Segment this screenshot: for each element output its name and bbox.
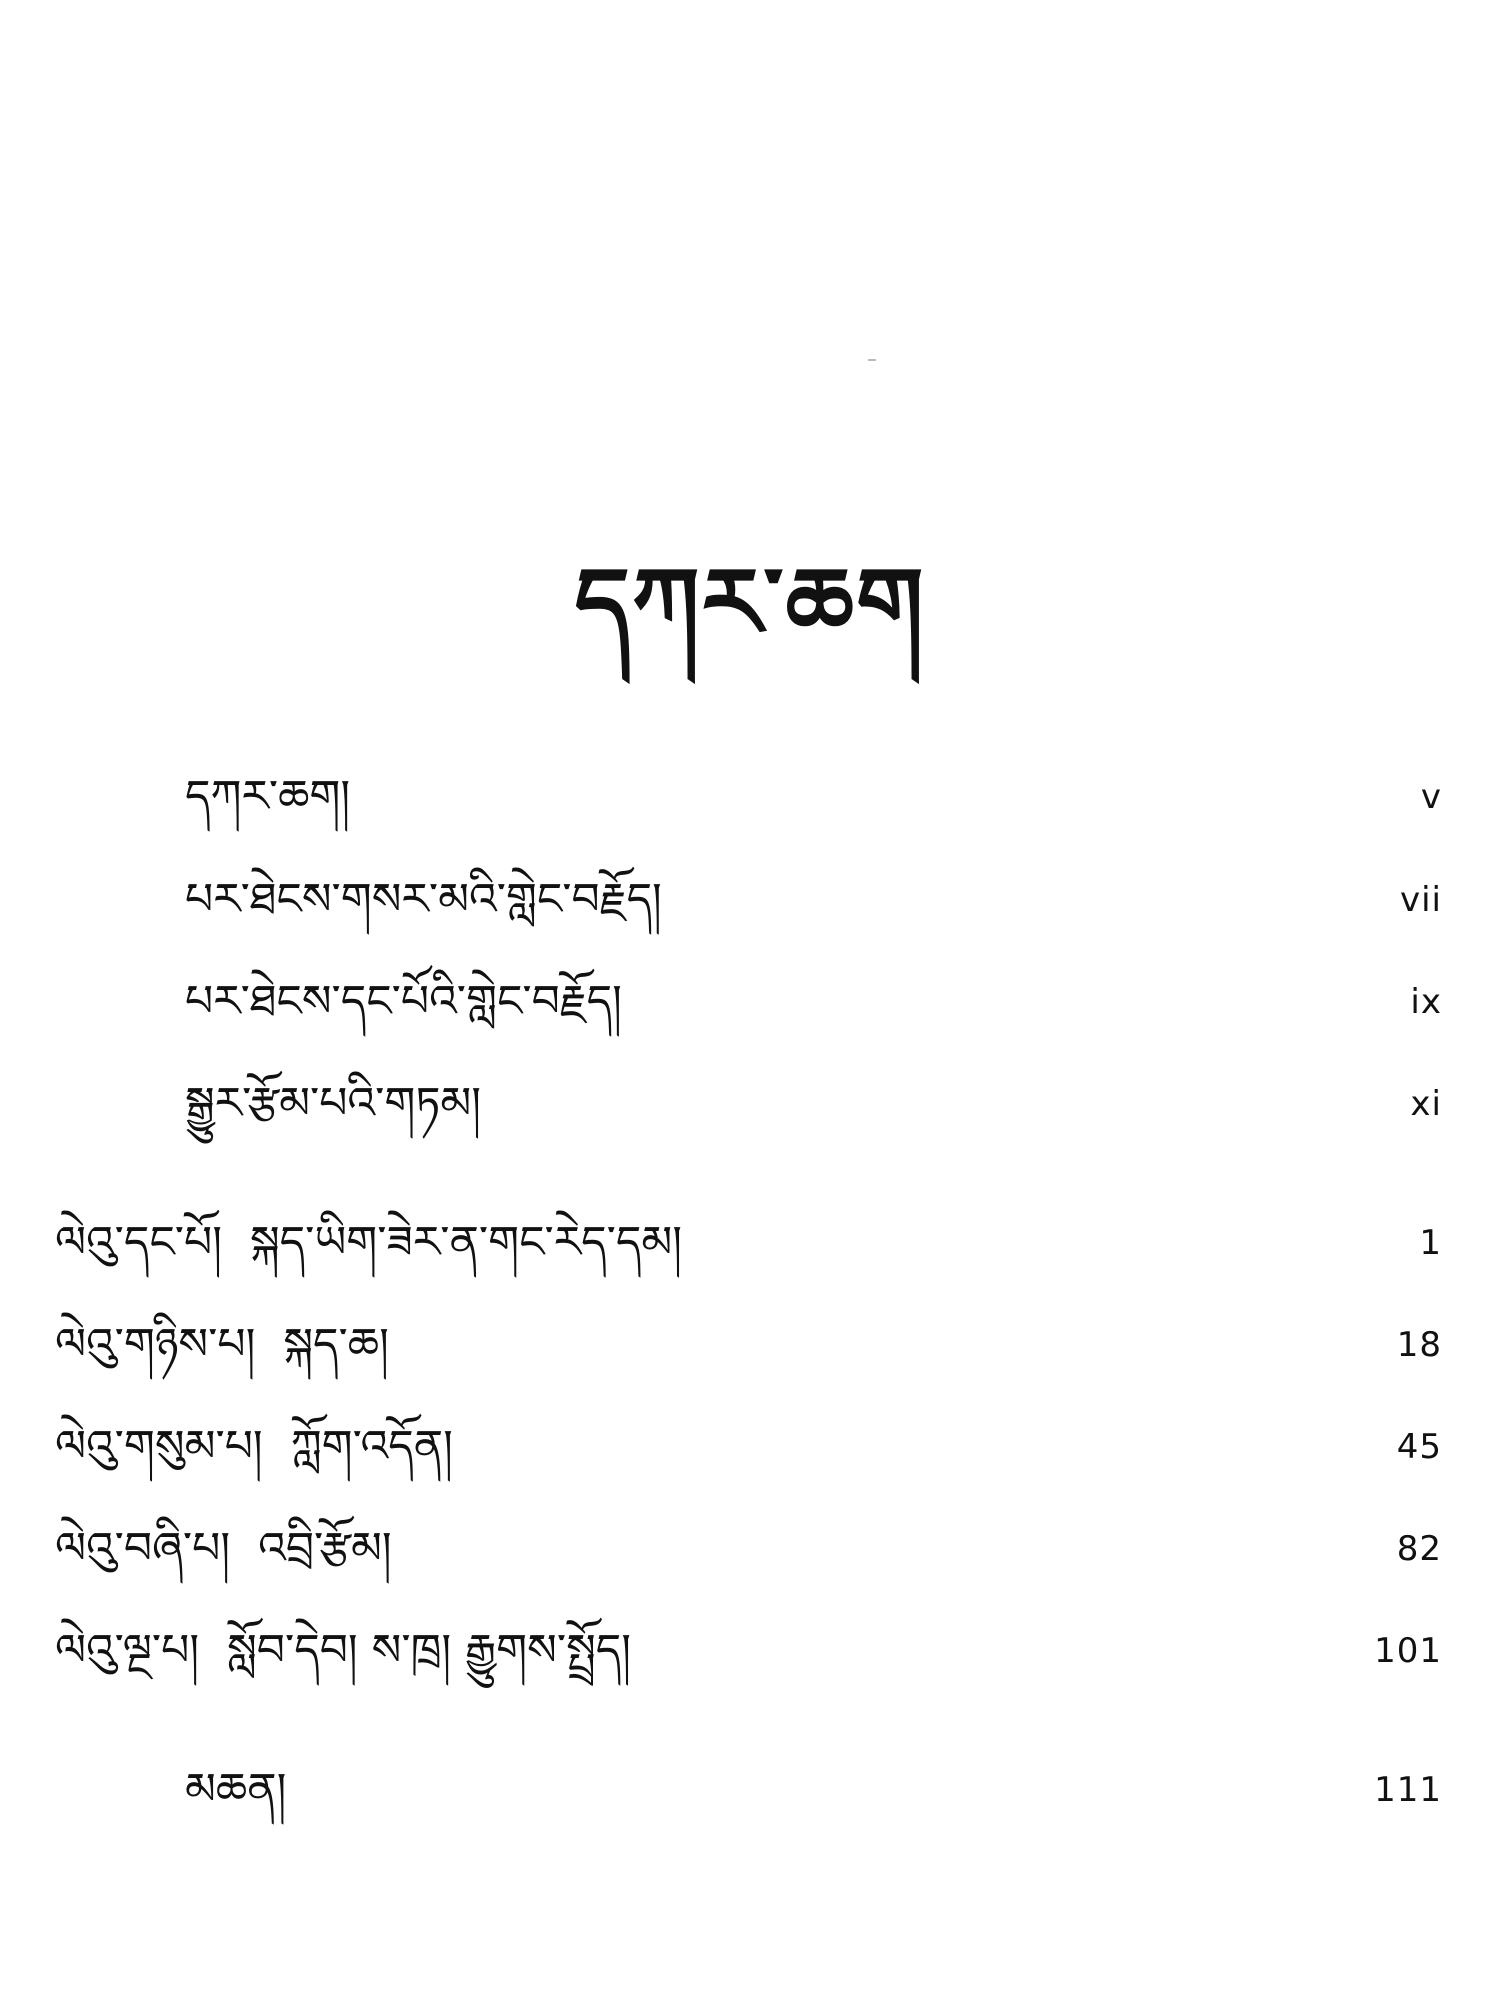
chapter-number: ལེའུ་བཞི་པ། xyxy=(55,1523,231,1574)
toc-entry-page: ix xyxy=(1410,982,1442,1022)
chapter-title: སློབ་དེབ། ས་ཁྲ། རྒྱུགས་སྤྲོད། xyxy=(227,1625,632,1676)
toc-entry-first-edition-preface xyxy=(0,962,1500,1042)
toc-entry-page: 101 xyxy=(1374,1631,1442,1671)
chapter-title: འབྲི་རྩོམ། xyxy=(258,1523,392,1574)
chapter-number: ལེའུ་གསུམ་པ། xyxy=(55,1421,263,1472)
toc-entry-label: སྒྱུར་རྩོམ་པའི་གཏམ། xyxy=(185,1078,481,1129)
toc-entry-new-edition-preface xyxy=(0,860,1500,940)
chapter-number: ལེའུ་ལྔ་པ། xyxy=(55,1625,200,1676)
toc-entry-page: xi xyxy=(1410,1084,1442,1124)
toc-entry-page: 1 xyxy=(1419,1223,1442,1263)
toc-entry-page: vii xyxy=(1399,880,1442,920)
toc-entry-chapter-5 xyxy=(0,1611,1500,1691)
toc-entry-label: དཀར་ཆག། xyxy=(185,771,351,822)
print-speck xyxy=(868,359,876,361)
toc-entry-label: པར་ཐེངས་གསར་མའི་གླེང་བརྗོད། xyxy=(185,874,662,925)
toc-entry-chapter-3 xyxy=(0,1407,1500,1487)
toc-entry-page: 111 xyxy=(1374,1770,1442,1810)
toc-entry-label: མཆན། xyxy=(185,1764,287,1815)
toc-entry-page: 18 xyxy=(1396,1325,1442,1365)
toc-entry-page: 82 xyxy=(1396,1529,1442,1569)
toc-entry-page: v xyxy=(1420,777,1442,817)
toc-entry-page: 45 xyxy=(1396,1427,1442,1467)
toc-entry-chapter-4 xyxy=(0,1509,1500,1589)
chapter-title: སྐད་ཡིག་ཟེར་ན་གང་རེད་དམ། xyxy=(249,1217,682,1268)
toc-entry-notes xyxy=(0,1750,1500,1830)
toc-entry-contents xyxy=(0,757,1500,837)
toc-entry-label: པར་ཐེངས་དང་པོའི་གླེང་བརྗོད། xyxy=(185,976,622,1027)
toc-entry-chapter-1 xyxy=(0,1203,1500,1283)
page-title: དཀར་ཆག xyxy=(574,546,926,659)
chapter-title: ཀློག་འདོན། xyxy=(290,1421,453,1472)
chapter-title: སྐད་ཆ། xyxy=(283,1319,389,1370)
toc-entry-translator-note xyxy=(0,1064,1500,1144)
chapter-number: ལེའུ་དང་པོ། xyxy=(55,1217,222,1268)
toc-entry-chapter-2 xyxy=(0,1305,1500,1385)
chapter-number: ལེའུ་གཉིས་པ། xyxy=(55,1319,256,1370)
